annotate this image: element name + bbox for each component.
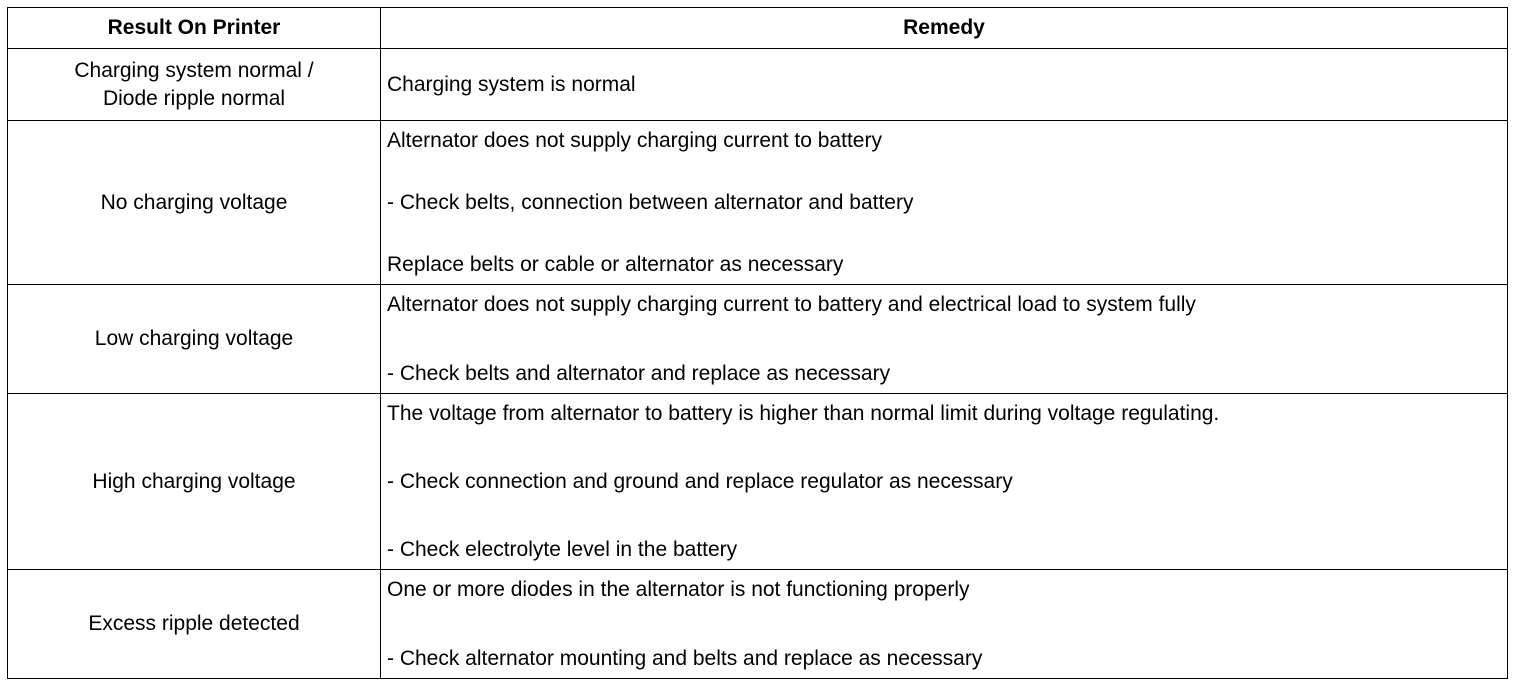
table-row (8, 121, 1508, 285)
remedy-line: One or more diodes in the alternator is not functioning properly (387, 578, 970, 601)
result-cell (8, 49, 381, 121)
remedy-line: The voltage from alternator to battery is higher than normal limit during voltage regulating. (387, 402, 1220, 425)
table-row (8, 570, 1508, 679)
result-line: High charging voltage (92, 469, 296, 493)
table-row (8, 394, 1508, 570)
remedy-cell (381, 394, 1508, 570)
header-remedy: Remedy (381, 8, 1508, 49)
result-line: Charging system normal / (74, 58, 314, 82)
remedy-line: Charging system is normal (387, 72, 636, 96)
remedy-line: - Check belts, connection between alternator and battery (387, 191, 914, 214)
table-row (8, 49, 1508, 121)
result-line: Excess ripple detected (88, 612, 300, 635)
remedy-cell (381, 285, 1508, 394)
result-line: No charging voltage (100, 190, 288, 214)
result-cell (8, 394, 381, 570)
remedy-cell (381, 49, 1508, 121)
remedy-table (7, 7, 1508, 679)
result-line: Low charging voltage (94, 327, 294, 350)
result-cell (8, 570, 381, 679)
remedy-line: Replace belts or cable or alternator as necessary (387, 253, 844, 276)
remedy-cell (381, 570, 1508, 679)
header-row (8, 8, 1508, 49)
remedy-table-container (7, 7, 1507, 678)
remedy-line: - Check connection and ground and replace regulator as necessary (387, 470, 1013, 493)
result-line: Diode ripple normal (102, 86, 286, 110)
result-cell (8, 121, 381, 285)
remedy-cell (381, 121, 1508, 285)
result-cell (8, 285, 381, 394)
header-result-on-printer: Result On Printer (8, 8, 381, 49)
remedy-line: - Check belts and alternator and replace as necessary (387, 362, 891, 385)
remedy-line: - Check alternator mounting and belts and replace as necessary (387, 647, 983, 670)
table-row (8, 285, 1508, 394)
remedy-line: Alternator does not supply charging current to battery and electrical load to system fully (387, 293, 1196, 316)
remedy-line: - Check electrolyte level in the battery (387, 538, 738, 561)
remedy-line: Alternator does not supply charging current to battery (387, 129, 882, 152)
